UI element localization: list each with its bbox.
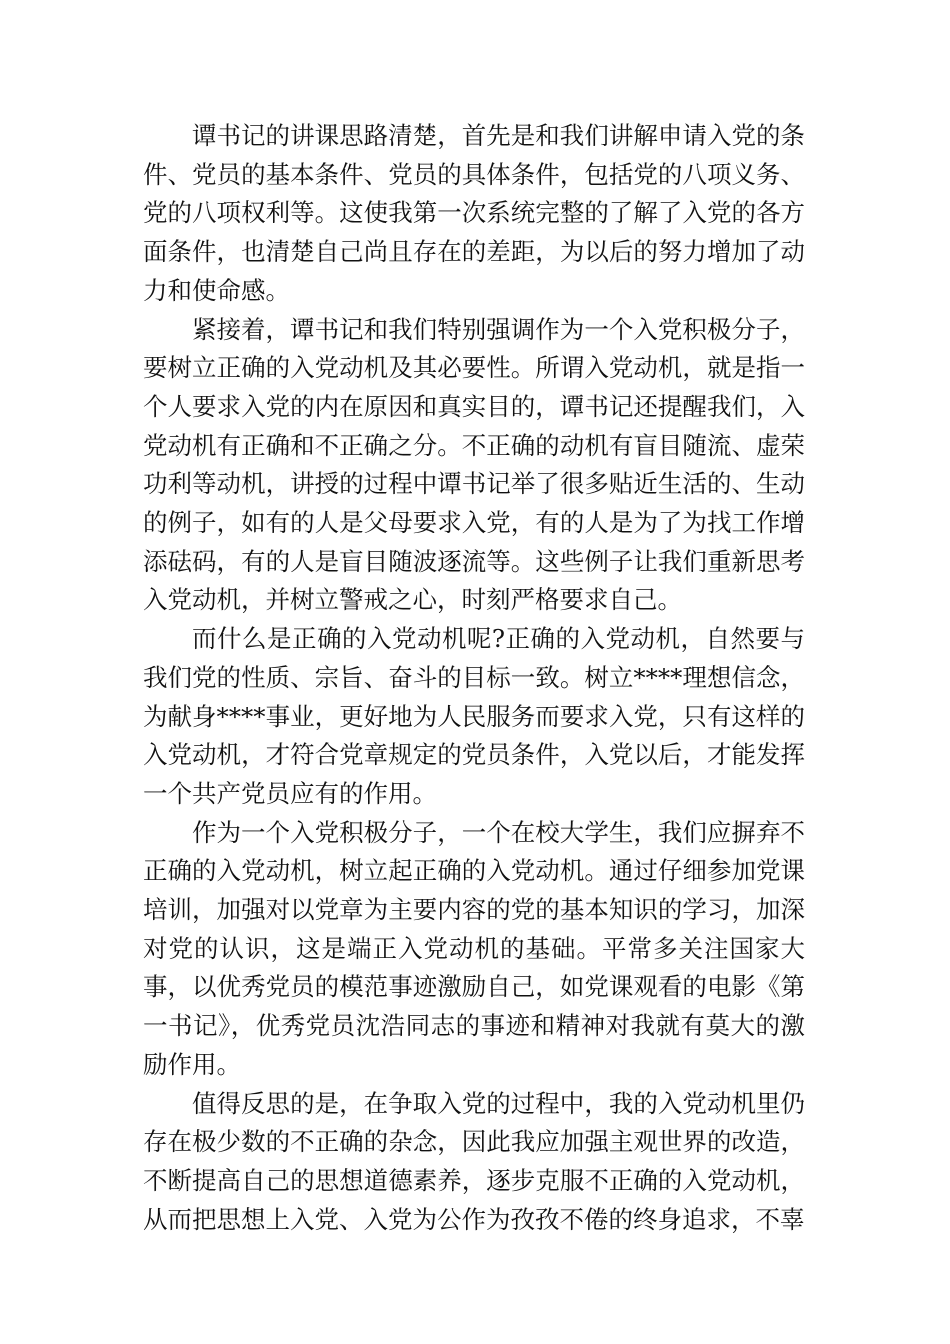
document-body (143, 117, 805, 1239)
paragraph-2: 紧接着，谭书记和我们特别强调作为一个入党积极分子，要树立正确的入党动机及其必要性。所谓入党动机，就是指一个人要求入党的内在原因和真实目的，谭书记还提醒我们，入党动机有正确和不正确之分。不正确的动机有盲目随流、虚荣功利等动机，讲授的过程中谭书记举了很多贴近生活的、生动的例子，如有的人是父母要求入党，有的人是为了为找工作增添砝码，有的人是盲目随波逐流等。这些例子让我们重新思考入党动机，并树立警戒之心，时刻严格要求自己。 (143, 314, 805, 615)
paragraph-1: 谭书记的讲课思路清楚，首先是和我们讲解申请入党的条件、党员的基本条件、党员的具体条件，包括党的八项义务、党的八项权利等。这使我第一次系统完整的了解了入党的各方面条件，也清楚自己尚且存在的差距，为以后的努力增加了动力和使命感。 (143, 121, 805, 305)
paragraph-3: 而什么是正确的入党动机呢?正确的入党动机，自然要与我们党的性质、宗旨、奋斗的目标一致。树立****理想信念，为献身****事业，更好地为人民服务而要求入党，只有这样的入党动机，才符合党章规定的党员条件，入党以后，才能发挥一个共产党员应有的作用。 (143, 624, 805, 808)
paragraph-5: 值得反思的是，在争取入党的过程中，我的入党动机里仍存在极少数的不正确的杂念，因此我应加强主观世界的改造，不断提高自己的思想道德素养，逐步克服不正确的入党动机，从而把思想上入党、入党为公作为孜孜不倦的终身追求，不辜 (143, 1088, 805, 1234)
paragraph-4: 作为一个入党积极分子，一个在校大学生，我们应摒弃不正确的入党动机，树立起正确的入党动机。通过仔细参加党课培训，加强对以党章为主要内容的党的基本知识的学习，加深对党的认识，这是端正入党动机的基础。平常多关注国家大事，以优秀党员的模范事迹激励自己，如党课观看的电影《第一书记》，优秀党员沈浩同志的事迹和精神对我就有莫大的激励作用。 (143, 817, 805, 1079)
